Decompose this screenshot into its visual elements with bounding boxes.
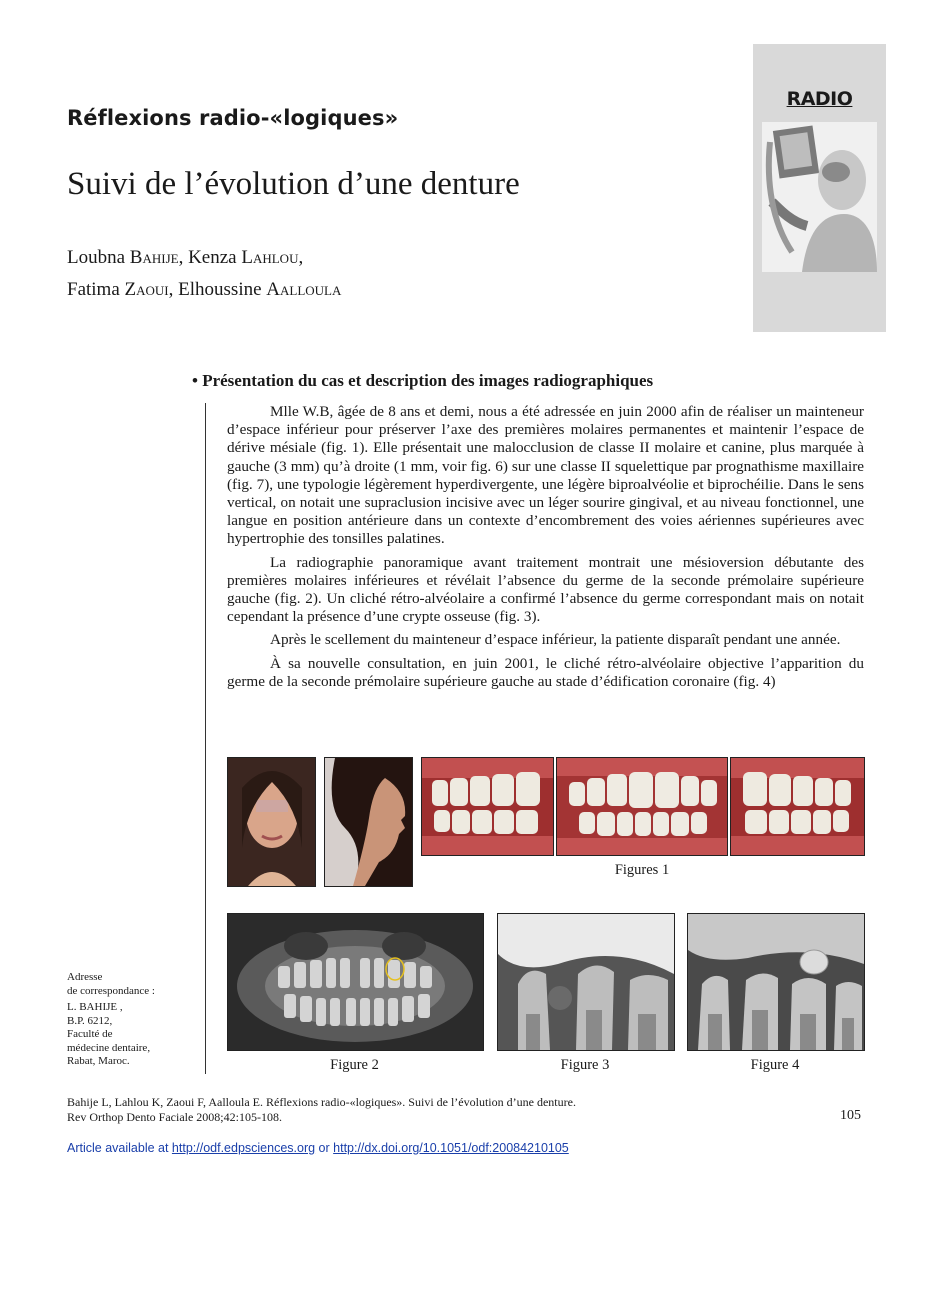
figure-4-caption: Figure 4 [750, 1057, 800, 1073]
retroalveolar-radiograph-2 [687, 913, 865, 1051]
availability-or: or [315, 1141, 334, 1155]
intraoral-frontal-photo [556, 757, 728, 856]
author-first: , Elhoussine [168, 279, 267, 300]
panoramic-radiograph [227, 913, 484, 1051]
author-line-1 [67, 242, 341, 274]
paragraph: À sa nouvelle consultation, en juin 2001, le cliché rétro-alvéolaire objective l’apparition du germe de la seconde prémolaire supérieure gauche au stade d’édification coronaire (fig. 4) [227, 654, 864, 690]
article-title: Suivi de l’évolution d’une denture [67, 166, 520, 202]
retroalveolar-radiograph-1 [497, 913, 675, 1051]
figure-1-caption: Figures 1 [614, 862, 670, 878]
rubric-label: RADIO [786, 88, 853, 110]
availability-notice [67, 1141, 569, 1155]
author-first: Loubna [67, 247, 130, 268]
doi-link[interactable]: http://dx.doi.org/10.1051/odf:20084210105 [333, 1141, 569, 1155]
address-line: médecine dentaire, [67, 1041, 151, 1054]
author-first: , Kenza [178, 247, 242, 268]
author-surname: Lahlou [241, 247, 299, 268]
address-line: B.P. 6212, [67, 1014, 113, 1027]
citation-line: Bahije L, Lahlou K, Zaoui F, Aalloula E. Réflexions radio-«logiques». Suivi de l’évolution d’une denture. [67, 1095, 576, 1109]
page-number: 105 [840, 1108, 861, 1123]
author-list [67, 242, 341, 306]
radiologist-illustration [762, 122, 877, 272]
address-line: Faculté de [67, 1028, 113, 1040]
paragraph: Mlle W.B, âgée de 8 ans et demi, nous a été adressée en juin 2000 afin de réaliser un mainteneur d’espace inférieur pour préserver l’axe des premières molaires permanentes et maintenir l’espace de dérive mésiale (fig. 1). Elle présentait une malocclusion de classe II molaire et canine, plus marquée à gauche (3 mm) qu’à droite (1 mm, voir fig. 6) sur une classe II squelettique par prognathisme maxillaire (fig. 7), une typologie légèrement hyperdivergente, une légère biproalvéolie et biprochéilie. Dans le sens vertical, on notait une supraclusion incisive avec un léger sourire gingival, et au niveau fonctionnel, une langue en position antérieure dans un contexte d’encombrement des voies aériennes supérieures avec hypertrophie des tonsilles palatines. [227, 403, 864, 548]
column-rule [205, 403, 206, 1074]
author-first: Fatima [67, 279, 125, 300]
edp-link[interactable]: http://odf.edpsciences.org [171, 1141, 316, 1155]
author-surname: Bahije [129, 247, 179, 268]
patient-face-profile-photo [324, 757, 413, 887]
figure-2-caption: Figure 2 [330, 1057, 379, 1073]
citation-line: Rev Orthop Dento Faciale 2008;42:105-108. [67, 1110, 282, 1124]
section-kicker: Réflexions radio-«logiques» [67, 106, 399, 130]
paragraph: Après le scellement du mainteneur d’espace inférieur, la patiente disparaît pendant une année. [270, 631, 841, 649]
intraoral-left-photo [730, 757, 865, 856]
figure-3-caption: Figure 3 [560, 1057, 610, 1073]
correspondence-address [67, 971, 155, 1069]
address-line: L. BAHIJE , [67, 1001, 123, 1013]
paragraph: La radiographie panoramique avant traitement montrait une mésioversion débutante des premières molaires inférieures et révélait l’absence du germe de la seconde prémolaire supérieure gauche (fig. 2). Un cliché rétro-alvéolaire a confirmé l’absence du germe correspondant mais on notait cependant la présence d’une crypte osseuse (fig. 3). [227, 553, 864, 626]
section-heading: • Présentation du cas et description des images radiographiques [192, 371, 654, 390]
address-line: Adresse [67, 971, 103, 983]
address-line: de correspondance : [67, 984, 155, 997]
address-line: Rabat, Maroc. [67, 1055, 130, 1067]
availability-prefix: Article available at [67, 1141, 172, 1155]
intraoral-right-photo [421, 757, 554, 856]
author-line-2 [67, 274, 341, 306]
author-surname: Aalloula [266, 279, 342, 300]
radio-rubric-box [753, 44, 886, 332]
citation [67, 1095, 576, 1125]
author-surname: Zaoui [124, 279, 169, 300]
author-separator: , [298, 247, 304, 268]
body-text [227, 403, 864, 696]
patient-face-frontal-photo [227, 757, 316, 887]
